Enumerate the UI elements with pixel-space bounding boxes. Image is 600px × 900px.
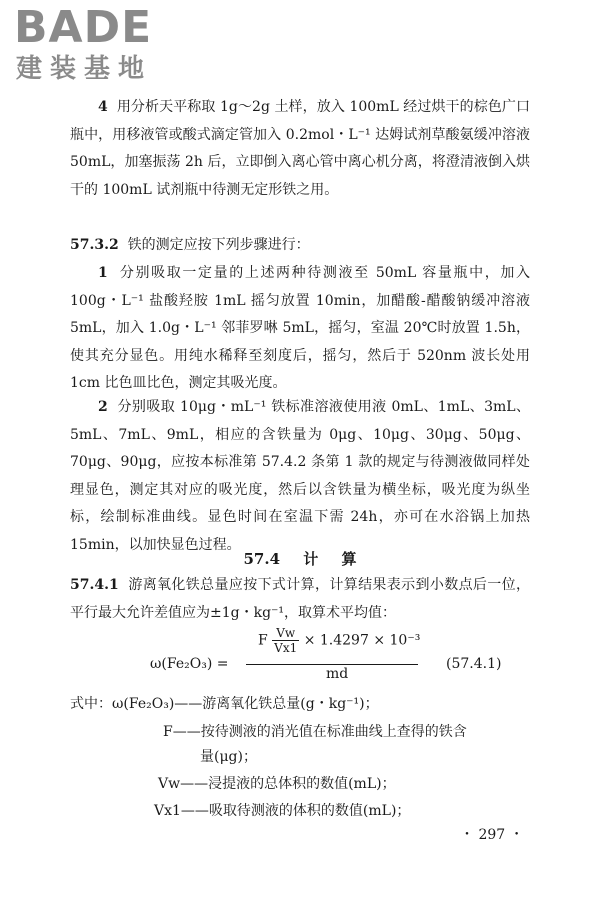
definition-symbol: Vx1—— xyxy=(154,803,209,819)
item-number: 4 xyxy=(98,99,108,115)
logo-latin-text: BADE xyxy=(14,2,153,53)
clause-57-3-2 xyxy=(70,232,530,260)
paragraph-text: 分别吸取 10μg・mL⁻¹ 铁标准溶液使用液 0mL、1mL、3mL、5mL、7mL、9mL，相应的含铁量为 0μg、10μg、30μg、50μg、70μg、90μg，应按本标准第 57.4.2 条第 1 款的规定与待测液做同样处理显色，测定其对应的吸光度，然后以含铁量为横坐标，吸光度为纵坐标，绘制标准曲线。显色时间在室温下需 24h，亦可在水浴锅上加热 15min，以加快显色过程。 xyxy=(70,399,530,553)
clause-number: 57.3.2 xyxy=(70,237,119,253)
section-title-b: 算 xyxy=(341,550,357,568)
definition-text: 吸取待测液的体积的数值(mL)； xyxy=(208,803,411,819)
definition-text: 按待测液的消光值在标准曲线上查得的铁含 xyxy=(200,724,467,740)
volume-ratio xyxy=(272,626,299,655)
equation-number: (57.4.1) xyxy=(446,656,502,672)
clause-number: 57.4.1 xyxy=(70,577,119,593)
volume-vw: Vw xyxy=(272,626,299,641)
definition-vx1 xyxy=(154,799,410,823)
definition-text: 量(μg)； xyxy=(200,749,257,765)
bade-logo xyxy=(14,2,184,86)
formula-denominator: md xyxy=(326,666,349,682)
definition-symbol: Vw—— xyxy=(158,776,209,792)
definition-symbol: 式中：ω(Fe₂O₃)—— xyxy=(70,696,203,712)
logo-chinese-text: 建装基地 xyxy=(16,54,153,84)
paragraph-text: 用分析天平称取 1g～2g 土样，放入 100mL 经过烘干的棕色广口瓶中，用移液管或酸式滴定管加入 0.2mol・L⁻¹ 达姆试剂草酸氨缓冲溶液 50mL，加塞振荡 2h 后，立即倒入离心管中离心机分离，将澄清液倒入烘干的 100mL 试剂瓶中待测无定形铁之用。 xyxy=(70,99,530,198)
paragraph-4 xyxy=(70,94,530,204)
formula-f: F xyxy=(258,632,268,649)
definition-f xyxy=(163,720,467,744)
definition-symbol: F—— xyxy=(163,724,201,740)
formula-factor: × 1.4297 × 10⁻³ xyxy=(303,632,421,649)
paragraph-text: 分别吸取一定量的上述两种待测液至 50mL 容量瓶中，加入 100g・L⁻¹ 盐酸羟胺 1mL 摇匀放置 10min，加醋酸-醋酸钠缓冲溶液 5mL，加入 1.0g・L⁻¹ 邻菲罗啉 5mL，摇匀，室温 20℃时放置 1.5h，使其充分显色。用纯水稀释至刻度后，摇匀，然后于 520nm 波长处用 1cm 比色皿比色，测定其吸光度。 xyxy=(70,265,530,391)
definition-f-cont xyxy=(200,745,257,769)
formula-numerator xyxy=(258,626,420,655)
item-number: 1 xyxy=(98,265,108,281)
volume-vx1: Vx1 xyxy=(274,641,298,655)
page-number: ・ 297 ・ xyxy=(460,827,524,843)
definition-vw xyxy=(158,772,396,796)
formula-57-4-1 xyxy=(150,626,550,686)
section-heading xyxy=(0,548,600,569)
formula-lhs: ω(Fe₂O₃) = xyxy=(150,656,229,672)
clause-text: 铁的测定应按下列步骤进行： xyxy=(127,237,310,253)
item-number: 2 xyxy=(98,399,108,415)
paragraph-2 xyxy=(70,394,530,559)
definition-text: 游离氧化铁总量(g・kg⁻¹)； xyxy=(202,696,379,712)
clause-text: 游离氧化铁总量应按下式计算，计算结果表示到小数点后一位，平行最大允许差值应为±1g・kg⁻¹，取算术平均值： xyxy=(70,577,531,621)
definition-text: 浸提液的总体积的数值(mL)； xyxy=(208,776,396,792)
section-title-a: 计 xyxy=(303,550,319,568)
clause-57-4-1 xyxy=(70,572,530,627)
paragraph-1 xyxy=(70,260,530,398)
definition-omega xyxy=(70,692,379,716)
section-number: 57.4 xyxy=(243,550,281,568)
fraction-bar xyxy=(246,664,418,665)
